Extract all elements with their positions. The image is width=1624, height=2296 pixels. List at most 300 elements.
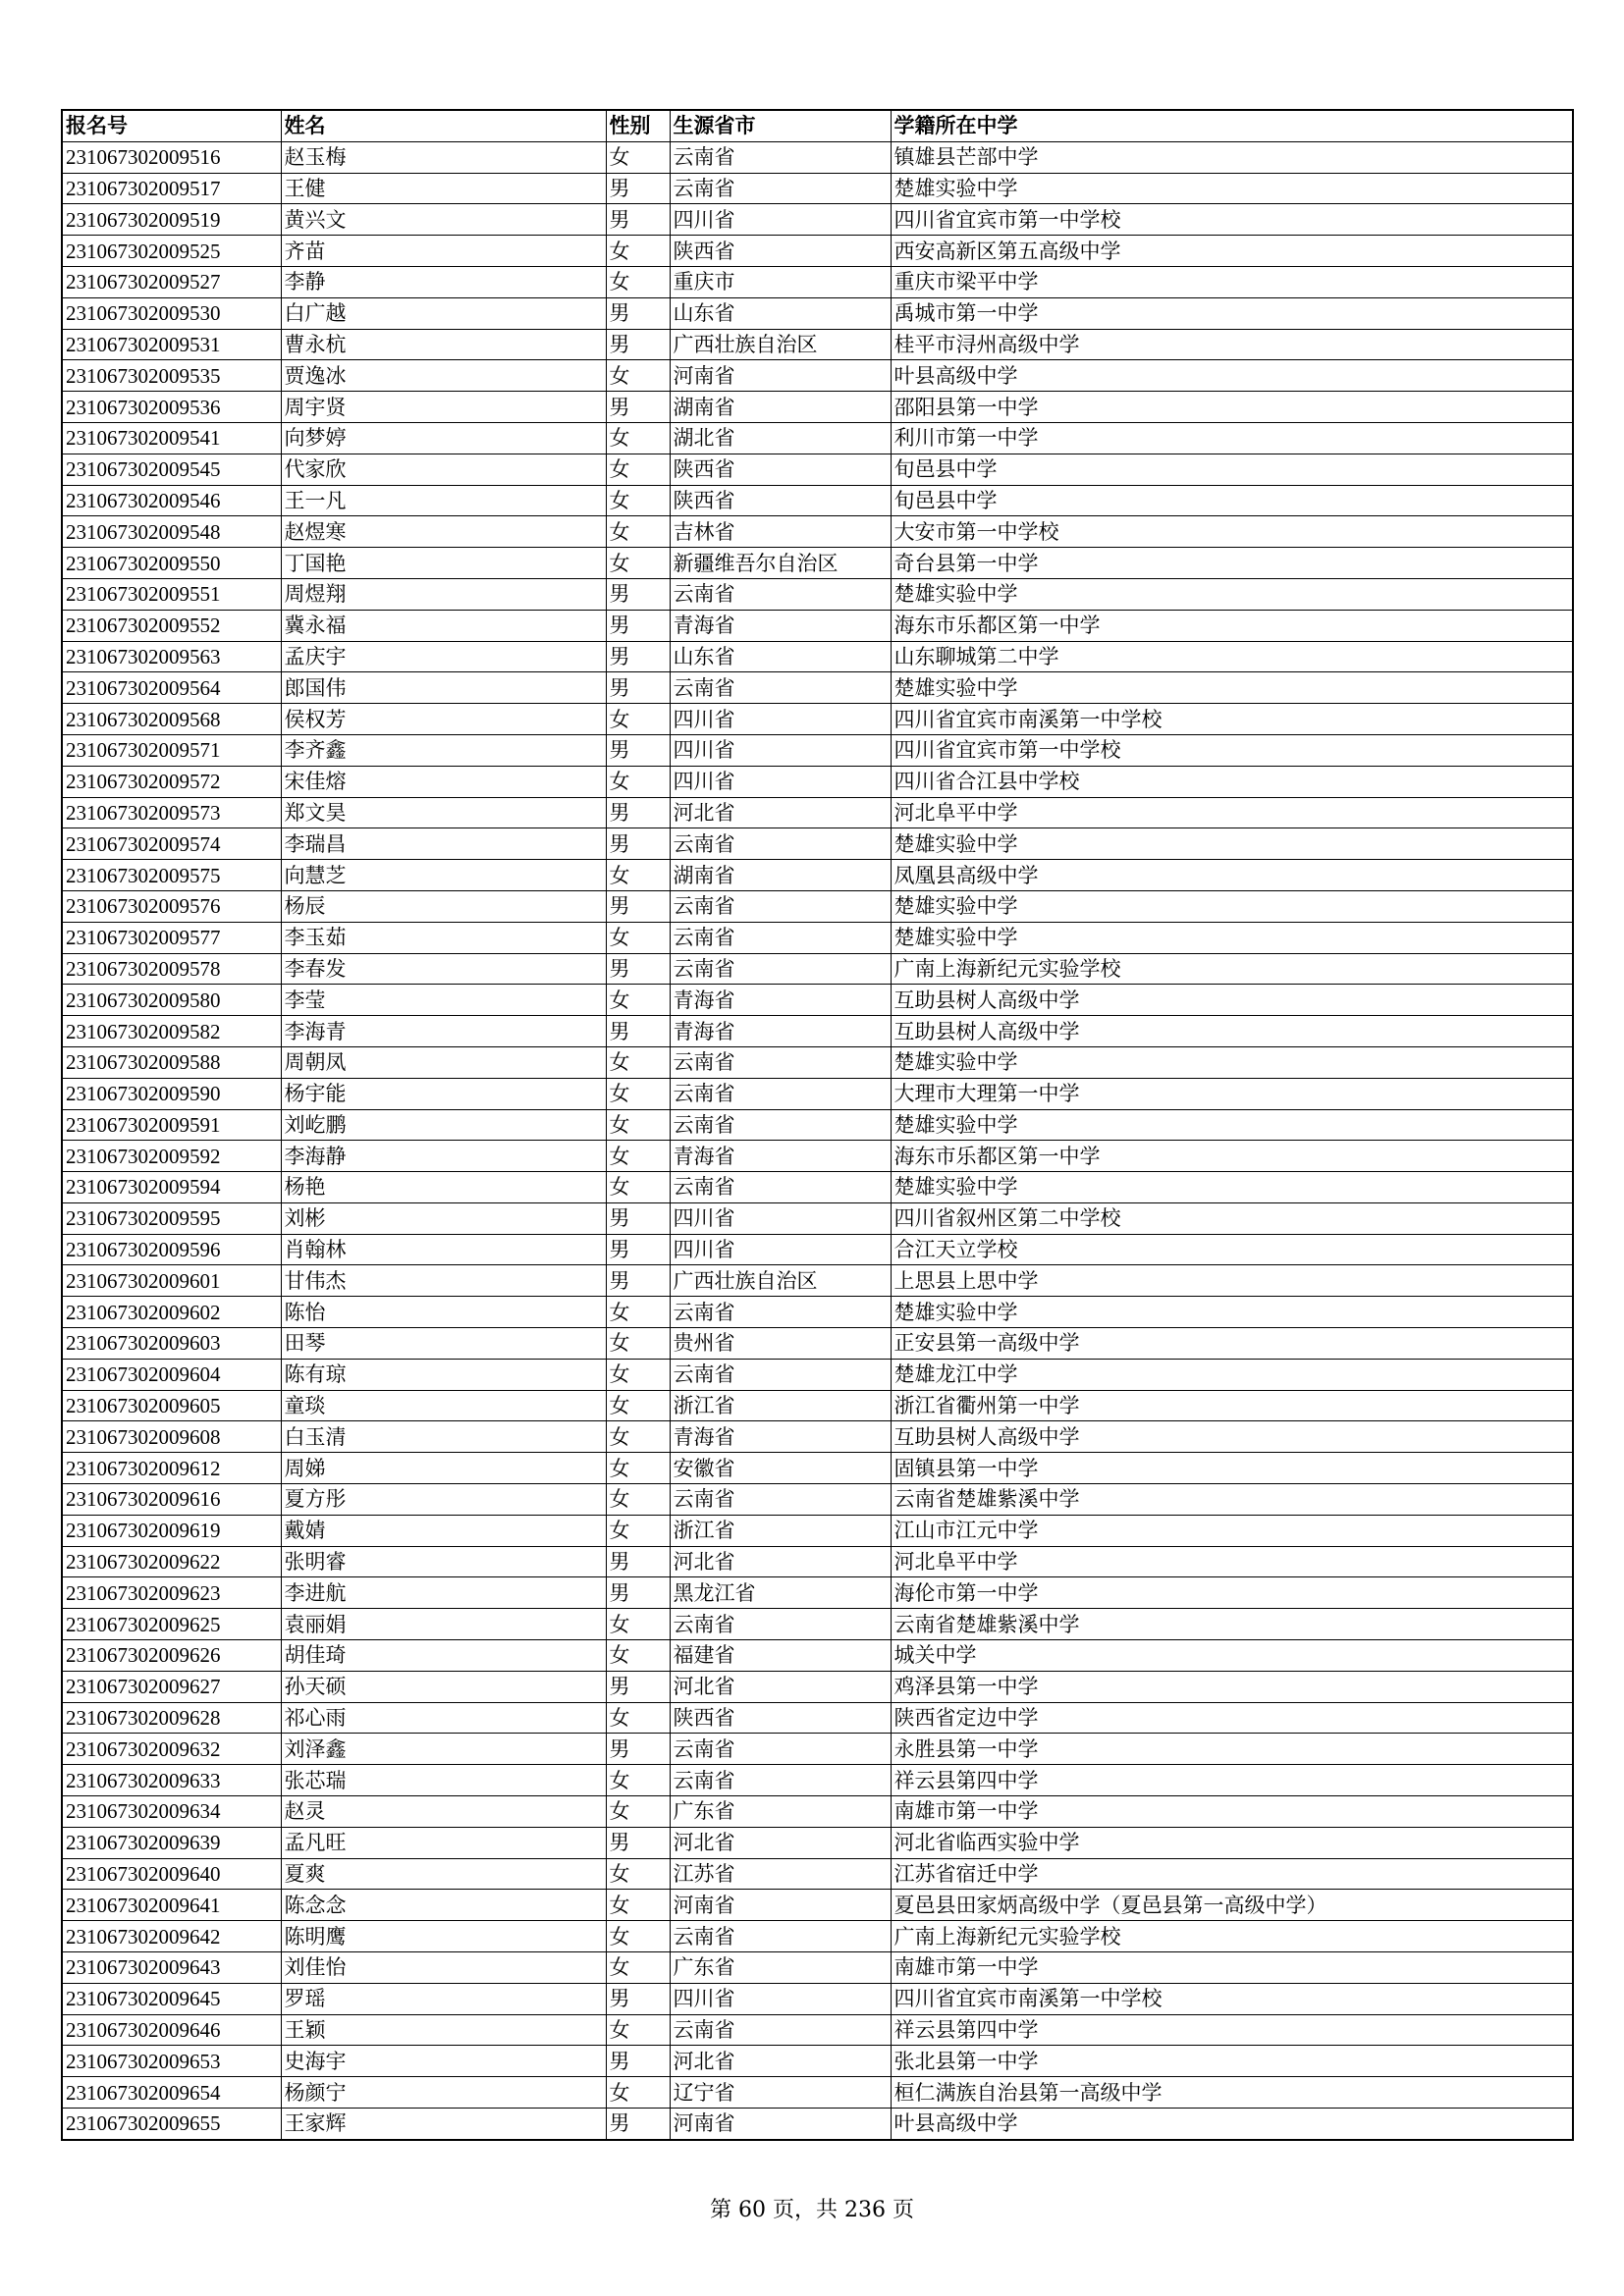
name-cell: 陈怡 [281, 1297, 606, 1328]
gender-cell: 女 [606, 1640, 670, 1672]
table-row [62, 1297, 1573, 1328]
name-cell: 周朝凤 [281, 1046, 606, 1078]
table-row [62, 985, 1573, 1016]
high-school-cell: 鸡泽县第一中学 [891, 1671, 1573, 1702]
high-school-cell: 楚雄龙江中学 [891, 1359, 1573, 1390]
province-cell: 云南省 [670, 672, 891, 704]
table-row [62, 454, 1573, 485]
registration-number-cell: 231067302009519 [62, 204, 281, 236]
registration-number-cell: 231067302009625 [62, 1609, 281, 1640]
gender-cell: 男 [606, 828, 670, 860]
table-row [62, 797, 1573, 828]
table-row [62, 1046, 1573, 1078]
gender-cell: 男 [606, 173, 670, 204]
registration-number-cell: 231067302009594 [62, 1172, 281, 1203]
table-row [62, 1640, 1573, 1672]
registration-number-cell: 231067302009527 [62, 266, 281, 297]
table-row [62, 204, 1573, 236]
high-school-cell: 楚雄实验中学 [891, 828, 1573, 860]
gender-cell: 女 [606, 1172, 670, 1203]
province-cell: 云南省 [670, 141, 891, 173]
registration-number-cell: 231067302009525 [62, 236, 281, 267]
registration-number-cell: 231067302009541 [62, 422, 281, 454]
name-cell: 李海静 [281, 1141, 606, 1172]
high-school-cell: 叶县高级中学 [891, 360, 1573, 392]
province-cell: 云南省 [670, 828, 891, 860]
name-cell: 代家欣 [281, 454, 606, 485]
registration-number-cell: 231067302009563 [62, 641, 281, 672]
province-cell: 湖北省 [670, 422, 891, 454]
table-row [62, 1734, 1573, 1765]
name-cell: 刘彬 [281, 1202, 606, 1234]
registration-number-cell: 231067302009616 [62, 1484, 281, 1516]
gender-cell: 女 [606, 1421, 670, 1453]
gender-cell: 男 [606, 672, 670, 704]
registration-number-cell: 231067302009595 [62, 1202, 281, 1234]
gender-cell: 男 [606, 797, 670, 828]
table-row [62, 953, 1573, 985]
registration-number-cell: 231067302009572 [62, 766, 281, 797]
table-row [62, 704, 1573, 735]
table-row [62, 1890, 1573, 1921]
registration-number-cell: 231067302009591 [62, 1109, 281, 1141]
registration-number-cell: 231067302009516 [62, 141, 281, 173]
table-row [62, 672, 1573, 704]
name-cell: 李海青 [281, 1016, 606, 1047]
name-cell: 李莹 [281, 985, 606, 1016]
province-cell: 山东省 [670, 297, 891, 329]
gender-cell: 男 [606, 1265, 670, 1297]
registration-number-cell: 231067302009592 [62, 1141, 281, 1172]
high-school-cell: 楚雄实验中学 [891, 672, 1573, 704]
gender-cell: 女 [606, 1453, 670, 1484]
name-cell: 赵玉梅 [281, 141, 606, 173]
high-school-cell: 重庆市梁平中学 [891, 266, 1573, 297]
high-school-cell: 奇台县第一中学 [891, 548, 1573, 579]
gender-cell: 女 [606, 1078, 670, 1109]
header-row [62, 110, 1573, 141]
table-row [62, 392, 1573, 423]
table-row [62, 1359, 1573, 1390]
high-school-cell: 海东市乐都区第一中学 [891, 610, 1573, 641]
province-cell: 湖南省 [670, 860, 891, 891]
high-school-cell: 楚雄实验中学 [891, 922, 1573, 953]
registration-number-cell: 231067302009564 [62, 672, 281, 704]
name-cell: 曹永杭 [281, 329, 606, 360]
registration-number-cell: 231067302009608 [62, 1421, 281, 1453]
registration-number-cell: 231067302009548 [62, 516, 281, 548]
province-cell: 福建省 [670, 1640, 891, 1672]
registration-number-cell: 231067302009551 [62, 578, 281, 610]
gender-cell: 女 [606, 1796, 670, 1828]
gender-cell: 男 [606, 329, 670, 360]
registration-number-cell: 231067302009627 [62, 1671, 281, 1702]
registration-number-cell: 231067302009577 [62, 922, 281, 953]
table-row [62, 1765, 1573, 1796]
col-header-high-school: 学籍所在中学 [891, 110, 1573, 141]
province-cell: 四川省 [670, 704, 891, 735]
table-row [62, 1078, 1573, 1109]
high-school-cell: 楚雄实验中学 [891, 1109, 1573, 1141]
gender-cell: 女 [606, 1515, 670, 1546]
table-row [62, 1016, 1573, 1047]
name-cell: 贾逸冰 [281, 360, 606, 392]
high-school-cell: 海伦市第一中学 [891, 1577, 1573, 1609]
gender-cell: 男 [606, 890, 670, 922]
province-cell: 安徽省 [670, 1453, 891, 1484]
high-school-cell: 凤凰县高级中学 [891, 860, 1573, 891]
high-school-cell: 山东聊城第二中学 [891, 641, 1573, 672]
registration-number-cell: 231067302009517 [62, 173, 281, 204]
registration-number-cell: 231067302009645 [62, 1983, 281, 2014]
registration-number-cell: 231067302009601 [62, 1265, 281, 1297]
high-school-cell: 楚雄实验中学 [891, 1046, 1573, 1078]
registration-number-cell: 231067302009654 [62, 2077, 281, 2109]
name-cell: 杨宇能 [281, 1078, 606, 1109]
high-school-cell: 河北阜平中学 [891, 1546, 1573, 1577]
name-cell: 田琴 [281, 1328, 606, 1360]
name-cell: 李瑞昌 [281, 828, 606, 860]
gender-cell: 男 [606, 1734, 670, 1765]
gender-cell: 女 [606, 1297, 670, 1328]
gender-cell: 女 [606, 1890, 670, 1921]
high-school-cell: 互助县树人高级中学 [891, 1016, 1573, 1047]
province-cell: 云南省 [670, 173, 891, 204]
province-cell: 云南省 [670, 1078, 891, 1109]
name-cell: 周煜翔 [281, 578, 606, 610]
table-row [62, 422, 1573, 454]
high-school-cell: 四川省宜宾市第一中学校 [891, 734, 1573, 766]
table-row [62, 1921, 1573, 1952]
province-cell: 广西壮族自治区 [670, 329, 891, 360]
registration-number-cell: 231067302009573 [62, 797, 281, 828]
registration-number-cell: 231067302009582 [62, 1016, 281, 1047]
gender-cell: 男 [606, 641, 670, 672]
page-footer: 第 60 页，共 236 页 [710, 2198, 914, 2222]
high-school-cell: 云南省楚雄紫溪中学 [891, 1609, 1573, 1640]
province-cell: 河北省 [670, 797, 891, 828]
province-cell: 山东省 [670, 641, 891, 672]
gender-cell: 女 [606, 1359, 670, 1390]
name-cell: 陈有琼 [281, 1359, 606, 1390]
gender-cell: 女 [606, 1952, 670, 1984]
table-row [62, 610, 1573, 641]
name-cell: 王颖 [281, 2014, 606, 2046]
high-school-cell: 云南省楚雄紫溪中学 [891, 1484, 1573, 1516]
gender-cell: 女 [606, 236, 670, 267]
high-school-cell: 利川市第一中学 [891, 422, 1573, 454]
table-row [62, 1546, 1573, 1577]
gender-cell: 男 [606, 1016, 670, 1047]
name-cell: 孟凡旺 [281, 1827, 606, 1858]
high-school-cell: 大安市第一中学校 [891, 516, 1573, 548]
registration-number-cell: 231067302009632 [62, 1734, 281, 1765]
high-school-cell: 镇雄县芒部中学 [891, 141, 1573, 173]
table-row [62, 1141, 1573, 1172]
high-school-cell: 楚雄实验中学 [891, 1297, 1573, 1328]
name-cell: 陈明鹰 [281, 1921, 606, 1952]
high-school-cell: 江苏省宿迁中学 [891, 1858, 1573, 1890]
registration-number-cell: 231067302009612 [62, 1453, 281, 1484]
province-cell: 云南省 [670, 922, 891, 953]
registration-number-cell: 231067302009653 [62, 2046, 281, 2077]
name-cell: 周宇贤 [281, 392, 606, 423]
col-header-province: 生源省市 [670, 110, 891, 141]
high-school-cell: 大理市大理第一中学 [891, 1078, 1573, 1109]
province-cell: 青海省 [670, 1016, 891, 1047]
name-cell: 胡佳琦 [281, 1640, 606, 1672]
name-cell: 夏爽 [281, 1858, 606, 1890]
col-header-name: 姓名 [281, 110, 606, 141]
gender-cell: 男 [606, 610, 670, 641]
province-cell: 贵州省 [670, 1328, 891, 1360]
province-cell: 重庆市 [670, 266, 891, 297]
province-cell: 河南省 [670, 1890, 891, 1921]
province-cell: 黑龙江省 [670, 1577, 891, 1609]
registration-number-cell: 231067302009575 [62, 860, 281, 891]
table-row [62, 1484, 1573, 1516]
registration-number-cell: 231067302009641 [62, 1890, 281, 1921]
name-cell: 杨辰 [281, 890, 606, 922]
high-school-cell: 楚雄实验中学 [891, 578, 1573, 610]
name-cell: 杨艳 [281, 1172, 606, 1203]
registration-number-cell: 231067302009639 [62, 1827, 281, 1858]
table-row [62, 578, 1573, 610]
table-row [62, 297, 1573, 329]
table-row [62, 548, 1573, 579]
table-row [62, 1609, 1573, 1640]
registration-number-cell: 231067302009634 [62, 1796, 281, 1828]
name-cell: 郑文昊 [281, 797, 606, 828]
gender-cell: 男 [606, 297, 670, 329]
province-cell: 陕西省 [670, 236, 891, 267]
registration-number-cell: 231067302009640 [62, 1858, 281, 1890]
table-row [62, 828, 1573, 860]
name-cell: 齐苗 [281, 236, 606, 267]
high-school-cell: 互助县树人高级中学 [891, 985, 1573, 1016]
province-cell: 浙江省 [670, 1515, 891, 1546]
province-cell: 广东省 [670, 1796, 891, 1828]
province-cell: 云南省 [670, 1046, 891, 1078]
registration-number-cell: 231067302009622 [62, 1546, 281, 1577]
table-row [62, 2014, 1573, 2046]
gender-cell: 男 [606, 2046, 670, 2077]
registration-number-cell: 231067302009643 [62, 1952, 281, 1984]
name-cell: 祁心雨 [281, 1702, 606, 1734]
registration-number-cell: 231067302009535 [62, 360, 281, 392]
registration-number-cell: 231067302009628 [62, 1702, 281, 1734]
name-cell: 冀永福 [281, 610, 606, 641]
gender-cell: 女 [606, 1609, 670, 1640]
name-cell: 王家辉 [281, 2109, 606, 2140]
gender-cell: 女 [606, 485, 670, 516]
gender-cell: 女 [606, 1328, 670, 1360]
gender-cell: 女 [606, 141, 670, 173]
table-row [62, 2046, 1573, 2077]
high-school-cell: 南雄市第一中学 [891, 1796, 1573, 1828]
high-school-cell: 四川省叙州区第二中学校 [891, 1202, 1573, 1234]
high-school-cell: 河北省临西实验中学 [891, 1827, 1573, 1858]
registration-number-cell: 231067302009580 [62, 985, 281, 1016]
high-school-cell: 禹城市第一中学 [891, 297, 1573, 329]
gender-cell: 男 [606, 1827, 670, 1858]
province-cell: 青海省 [670, 1421, 891, 1453]
high-school-cell: 四川省宜宾市南溪第一中学校 [891, 704, 1573, 735]
gender-cell: 男 [606, 1577, 670, 1609]
name-cell: 甘伟杰 [281, 1265, 606, 1297]
name-cell: 刘泽鑫 [281, 1734, 606, 1765]
table-row [62, 360, 1573, 392]
high-school-cell: 永胜县第一中学 [891, 1734, 1573, 1765]
gender-cell: 女 [606, 1484, 670, 1516]
high-school-cell: 西安高新区第五高级中学 [891, 236, 1573, 267]
gender-cell: 男 [606, 953, 670, 985]
table-row [62, 1265, 1573, 1297]
table-row [62, 766, 1573, 797]
province-cell: 青海省 [670, 610, 891, 641]
province-cell: 辽宁省 [670, 2077, 891, 2109]
gender-cell: 男 [606, 1983, 670, 2014]
gender-cell: 女 [606, 2077, 670, 2109]
registration-number-cell: 231067302009576 [62, 890, 281, 922]
name-cell: 周娣 [281, 1453, 606, 1484]
province-cell: 四川省 [670, 734, 891, 766]
gender-cell: 男 [606, 1202, 670, 1234]
name-cell: 黄兴文 [281, 204, 606, 236]
province-cell: 云南省 [670, 1609, 891, 1640]
table-row [62, 1671, 1573, 1702]
high-school-cell: 楚雄实验中学 [891, 1172, 1573, 1203]
name-cell: 李静 [281, 266, 606, 297]
registration-number-cell: 231067302009571 [62, 734, 281, 766]
high-school-cell: 旬邑县中学 [891, 454, 1573, 485]
table-row [62, 1952, 1573, 1984]
registration-number-cell: 231067302009578 [62, 953, 281, 985]
gender-cell: 女 [606, 1765, 670, 1796]
name-cell: 刘屹鹏 [281, 1109, 606, 1141]
name-cell: 罗瑶 [281, 1983, 606, 2014]
table-row [62, 1702, 1573, 1734]
high-school-cell: 四川省合江县中学校 [891, 766, 1573, 797]
table-row [62, 141, 1573, 173]
registration-number-cell: 231067302009588 [62, 1046, 281, 1078]
province-cell: 云南省 [670, 2014, 891, 2046]
name-cell: 白广越 [281, 297, 606, 329]
high-school-cell: 广南上海新纪元实验学校 [891, 953, 1573, 985]
table-row [62, 266, 1573, 297]
high-school-cell: 桓仁满族自治县第一高级中学 [891, 2077, 1573, 2109]
high-school-cell: 旬邑县中学 [891, 485, 1573, 516]
province-cell: 四川省 [670, 766, 891, 797]
registration-number-cell: 231067302009626 [62, 1640, 281, 1672]
name-cell: 宋佳熔 [281, 766, 606, 797]
table-row [62, 1827, 1573, 1858]
gender-cell: 女 [606, 766, 670, 797]
high-school-cell: 夏邑县田家炳高级中学（夏邑县第一高级中学） [891, 1890, 1573, 1921]
table-row [62, 2109, 1573, 2140]
gender-cell: 女 [606, 922, 670, 953]
table-row [62, 236, 1573, 267]
high-school-cell: 广南上海新纪元实验学校 [891, 1921, 1573, 1952]
gender-cell: 男 [606, 2109, 670, 2140]
table-row [62, 1983, 1573, 2014]
registration-number-cell: 231067302009604 [62, 1359, 281, 1390]
high-school-cell: 陕西省定边中学 [891, 1702, 1573, 1734]
gender-cell: 女 [606, 548, 670, 579]
high-school-cell: 叶县高级中学 [891, 2109, 1573, 2140]
registration-number-cell: 231067302009574 [62, 828, 281, 860]
gender-cell: 女 [606, 266, 670, 297]
province-cell: 浙江省 [670, 1390, 891, 1421]
name-cell: 童琰 [281, 1390, 606, 1421]
province-cell: 河北省 [670, 1546, 891, 1577]
table-row [62, 1390, 1573, 1421]
name-cell: 夏方彤 [281, 1484, 606, 1516]
gender-cell: 男 [606, 1671, 670, 1702]
name-cell: 陈念念 [281, 1890, 606, 1921]
gender-cell: 女 [606, 1858, 670, 1890]
registration-number-cell: 231067302009536 [62, 392, 281, 423]
high-school-cell: 江山市江元中学 [891, 1515, 1573, 1546]
province-cell: 四川省 [670, 1234, 891, 1265]
registration-number-cell: 231067302009646 [62, 2014, 281, 2046]
name-cell: 李玉茹 [281, 922, 606, 953]
gender-cell: 女 [606, 1141, 670, 1172]
registration-number-cell: 231067302009619 [62, 1515, 281, 1546]
province-cell: 四川省 [670, 1983, 891, 2014]
table-row [62, 1421, 1573, 1453]
table-row [62, 641, 1573, 672]
province-cell: 广东省 [670, 1952, 891, 1984]
registration-number-cell: 231067302009633 [62, 1765, 281, 1796]
gender-cell: 女 [606, 2014, 670, 2046]
name-cell: 赵煜寒 [281, 516, 606, 548]
name-cell: 丁国艳 [281, 548, 606, 579]
province-cell: 河北省 [670, 1827, 891, 1858]
name-cell: 李春发 [281, 953, 606, 985]
table-row [62, 922, 1573, 953]
province-cell: 云南省 [670, 1172, 891, 1203]
high-school-cell: 四川省宜宾市南溪第一中学校 [891, 1983, 1573, 2014]
table-row [62, 1234, 1573, 1265]
registration-number-cell: 231067302009530 [62, 297, 281, 329]
table-row [62, 734, 1573, 766]
registration-number-cell: 231067302009605 [62, 1390, 281, 1421]
high-school-cell: 祥云县第四中学 [891, 2014, 1573, 2046]
name-cell: 侯权芳 [281, 704, 606, 735]
high-school-cell: 桂平市浔州高级中学 [891, 329, 1573, 360]
table-row [62, 1328, 1573, 1360]
province-cell: 四川省 [670, 204, 891, 236]
province-cell: 陕西省 [670, 485, 891, 516]
province-cell: 青海省 [670, 985, 891, 1016]
high-school-cell: 互助县树人高级中学 [891, 1421, 1573, 1453]
admission-table [61, 109, 1574, 2141]
gender-cell: 女 [606, 360, 670, 392]
province-cell: 云南省 [670, 1297, 891, 1328]
name-cell: 杨颜宁 [281, 2077, 606, 2109]
high-school-cell: 固镇县第一中学 [891, 1453, 1573, 1484]
name-cell: 刘佳怡 [281, 1952, 606, 1984]
gender-cell: 女 [606, 454, 670, 485]
registration-number-cell: 231067302009603 [62, 1328, 281, 1360]
gender-cell: 女 [606, 704, 670, 735]
high-school-cell: 上思县上思中学 [891, 1265, 1573, 1297]
high-school-cell: 海东市乐都区第一中学 [891, 1141, 1573, 1172]
province-cell: 河北省 [670, 1671, 891, 1702]
province-cell: 云南省 [670, 953, 891, 985]
province-cell: 云南省 [670, 1109, 891, 1141]
